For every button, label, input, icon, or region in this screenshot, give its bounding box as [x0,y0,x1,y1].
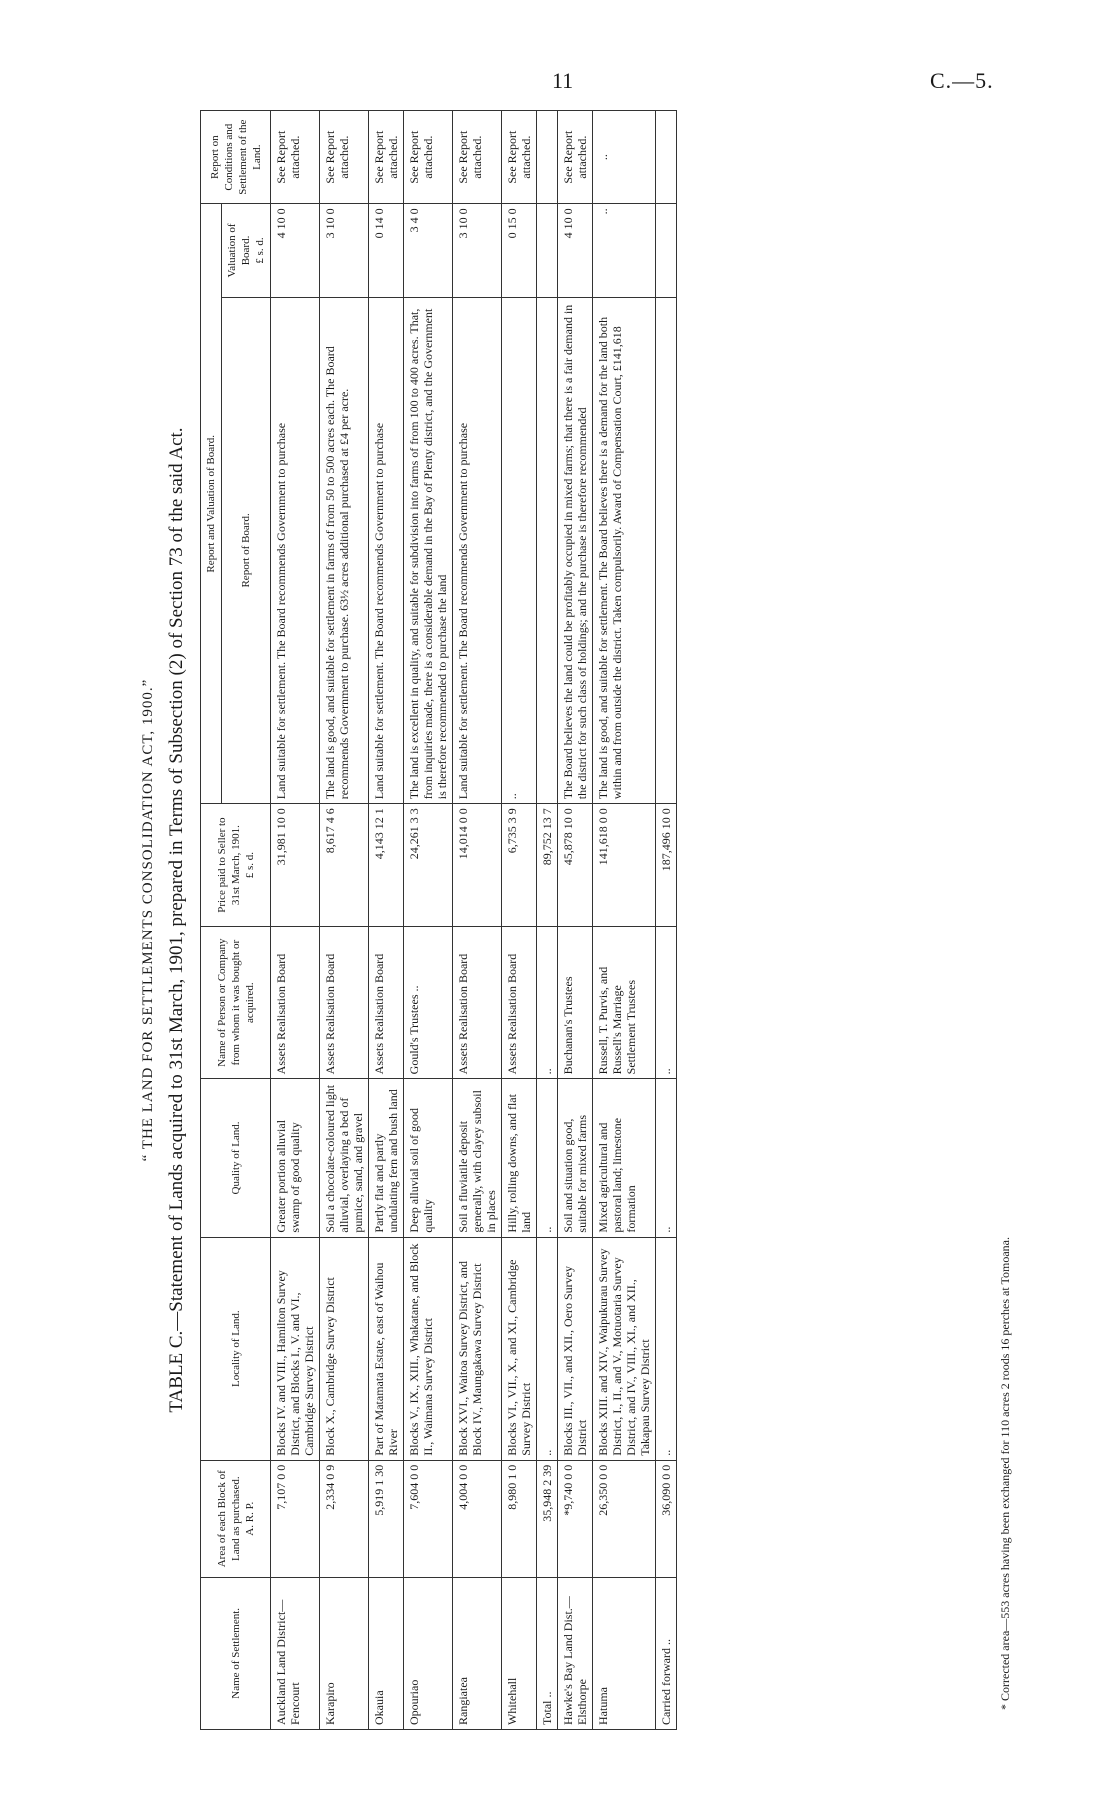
table-row [404,111,453,1730]
conditions-cell: See Report attached. [558,111,593,204]
valuation-cell: .. [593,204,656,297]
settlement-cell: Hatuma [593,1577,656,1729]
table-row [453,111,502,1730]
settlement-cell: Carried forward .. [656,1577,677,1729]
settlement-cell: Okauia [369,1577,404,1729]
vendor-cell: Assets Realisation Board [453,927,502,1079]
settlement-cell: Rangiatea [453,1577,502,1729]
settlement-cell: Karapiro [320,1577,369,1729]
area-cell: 7,107 0 0 [271,1460,320,1577]
locality-cell: Blocks VI., VII., X., and XI., Cambridge Survey District [502,1237,537,1460]
board-report-cell: The land is excellent in quality, and suitable for subdivision into farms of from 100 to 400 acres. That, from inquiries made, there is a considerable demand in the Bay of Plenty district, and the Government is therefore recommended to purchase the land [404,297,453,804]
conditions-cell: See Report attached. [369,111,404,204]
quality-cell: Hilly, rolling downs, and flat land [502,1079,537,1237]
price-cell: 8,617 4 6 [320,804,369,927]
settlement-cell: Whitehall [502,1577,537,1729]
price-cell: 14,014 0 0 [453,804,502,927]
page-number: 11 [552,68,574,93]
locality-cell: Part of Matamata Estate, east of Waihou River [369,1237,404,1460]
valuation-cell [656,204,677,297]
price-cell: 141,618 0 0 [593,804,656,927]
act-heading: “ THE LAND FOR SETTLEMENTS CONSOLIDATION ACT, 1900.” [140,678,156,1162]
table-title: TABLE C.—Statement of Lands acquired to 31st March, 1901, prepared in Terms of Subsection (2) of Section 73 of the said Act. [166,427,187,1413]
table-row [537,111,558,1730]
vendor-cell: Assets Realisation Board [271,927,320,1079]
locality-cell: Block XVI., Waitoa Survey District, and Block IV., Maungakawa Survey District [453,1237,502,1460]
locality-cell: Blocks IV. and VIII., Hamilton Survey District, and Blocks I., V. and VI., Cambridge Survey District [271,1237,320,1460]
board-report-cell: The land is good, and suitable for settlement. The Board believes there is a demand for the land both within and from outside the district. Taken compulsorily. Award of Compensation Court, £141,618 [593,297,656,804]
area-cell: 26,350 0 0 [593,1460,656,1577]
settlement-cell: Hawke's Bay Land Dist.— Elsthorpe [558,1577,593,1729]
conditions-cell: See Report attached. [320,111,369,204]
settlement-cell: Opouriao [404,1577,453,1729]
conditions-cell [656,111,677,204]
area-cell: 5,919 1 30 [369,1460,404,1577]
locality-cell: .. [537,1237,558,1460]
locality-cell: .. [656,1237,677,1460]
board-report-cell: The land is good, and suitable for settlement in farms of from 50 to 500 acres each. The Board recommends Government to purchase. 63½ acres additional purchased at £4 per acre. [320,297,369,804]
quality-cell: Mixed agricultural and pastoral land; limestone formation [593,1079,656,1237]
conditions-cell: See Report attached. [453,111,502,204]
board-report-cell: Land suitable for settlement. The Board recommends Government to purchase [369,297,404,804]
price-cell: 4,143 12 1 [369,804,404,927]
quality-cell: Partly flat and partly undulating fern and bush land [369,1079,404,1237]
table-body [271,111,677,1730]
table-row [656,111,677,1730]
area-cell: 8,980 1 0 [502,1460,537,1577]
vendor-cell: Assets Realisation Board [320,927,369,1079]
area-cell: 35,948 2 39 [537,1460,558,1577]
col-price: Price paid to Seller to 31st March, 1901. £ s. d. [201,804,271,927]
table-row [320,111,369,1730]
quality-cell: .. [537,1079,558,1237]
valuation-cell: 4 10 0 [271,204,320,297]
area-cell: *9,740 0 0 [558,1460,593,1577]
valuation-cell: 3 10 0 [453,204,502,297]
col-valuation: Valuation of Board. £ s. d. [222,204,271,297]
rotated-table-page [140,110,1020,1730]
conditions-cell [537,111,558,204]
col-conditions: Report on Conditions and Settlement of the Land. [201,111,271,204]
price-cell: 45,878 10 0 [558,804,593,927]
board-report-cell [656,297,677,804]
quality-cell: Soil and situation good, suitable for mixed farms [558,1079,593,1237]
price-cell: 31,981 10 0 [271,804,320,927]
quality-cell: Greater portion alluvial swamp of good quality [271,1079,320,1237]
locality-cell: Blocks III., VII., and XII., Oero Survey District [558,1237,593,1460]
locality-cell: Block X., Cambridge Survey District [320,1237,369,1460]
valuation-cell: 3 10 0 [320,204,369,297]
board-report-cell: Land suitable for settlement. The Board recommends Government to purchase [271,297,320,804]
valuation-cell [537,204,558,297]
table-row [271,111,320,1730]
area-cell: 7,604 0 0 [404,1460,453,1577]
area-cell: 2,334 0 9 [320,1460,369,1577]
col-locality: Locality of Land. [201,1237,271,1460]
settlement-cell: Auckland Land District— Fencourt [271,1577,320,1729]
col-area: Area of each Block of Land as purchased. A. R. P. [201,1460,271,1577]
locality-cell: Blocks V., IX., XIII., Whakatane, and Block II., Waimana Survey District [404,1237,453,1460]
price-cell: 6,735 3 9 [502,804,537,927]
lands-table [200,110,677,1730]
valuation-cell: 0 14 0 [369,204,404,297]
col-quality: Quality of Land. [201,1079,271,1237]
table-row [502,111,537,1730]
vendor-cell: Assets Realisation Board [502,927,537,1079]
valuation-cell: 0 15 0 [502,204,537,297]
conditions-cell: See Report attached. [502,111,537,204]
board-report-cell: The Board believes the land could be profitably occupied in mixed farms; that there is a fair demand in the district for such class of holdings; and the purchase is therefore recommended [558,297,593,804]
price-cell: 24,261 3 3 [404,804,453,927]
area-cell: 4,004 0 0 [453,1460,502,1577]
col-settlement: Name of Settlement. [201,1577,271,1729]
col-board-report: Report of Board. [222,297,271,804]
quality-cell: Soil a chocolate-coloured light alluvial, overlaying a bed of pumice, sand, and gravel [320,1079,369,1237]
quality-cell: Deep alluvial soil of good quality [404,1079,453,1237]
conditions-cell: .. [593,111,656,204]
document-code: C.—5. [930,68,994,93]
settlement-cell: Total .. [537,1577,558,1729]
quality-cell: .. [656,1079,677,1237]
locality-cell: Blocks XIII. and XIV., Waipukurau Survey District, I., II., and V., Motuotaria Survey District, and IV., VIII., XI., and XII., Takapau Survey District [593,1237,656,1460]
price-cell: 187,496 10 0 [656,804,677,927]
board-report-cell: .. [502,297,537,804]
table-row [369,111,404,1730]
vendor-cell: Buchanan's Trustees [558,927,593,1079]
valuation-cell: 4 10 0 [558,204,593,297]
price-cell: 89,752 13 7 [537,804,558,927]
area-cell: 36,090 0 0 [656,1460,677,1577]
quality-cell: Soil a fluviatile deposit generally, with clayey subsoil in places [453,1079,502,1237]
vendor-cell: Assets Realisation Board [369,927,404,1079]
table-row [558,111,593,1730]
vendor-cell: Russell, T. Purvis, and Russell's Marriage Settlement Trustees [593,927,656,1079]
conditions-cell: See Report attached. [404,111,453,204]
board-report-cell: Land suitable for settlement. The Board recommends Government to purchase [453,297,502,804]
board-report-cell [537,297,558,804]
col-vendor: Name of Person or Company from whom it was bought or acquired. [201,927,271,1079]
col-board-group: Report and Valuation of Board. [201,204,222,804]
footnote: * Corrected area—553 acres having been exchanged for 110 acres 2 roods 16 perches at Tomoana. [998,1237,1012,1710]
table-row [593,111,656,1730]
conditions-cell: See Report attached. [271,111,320,204]
vendor-cell: Gould's Trustees .. [404,927,453,1079]
valuation-cell: 3 4 0 [404,204,453,297]
vendor-cell: .. [537,927,558,1079]
vendor-cell: .. [656,927,677,1079]
